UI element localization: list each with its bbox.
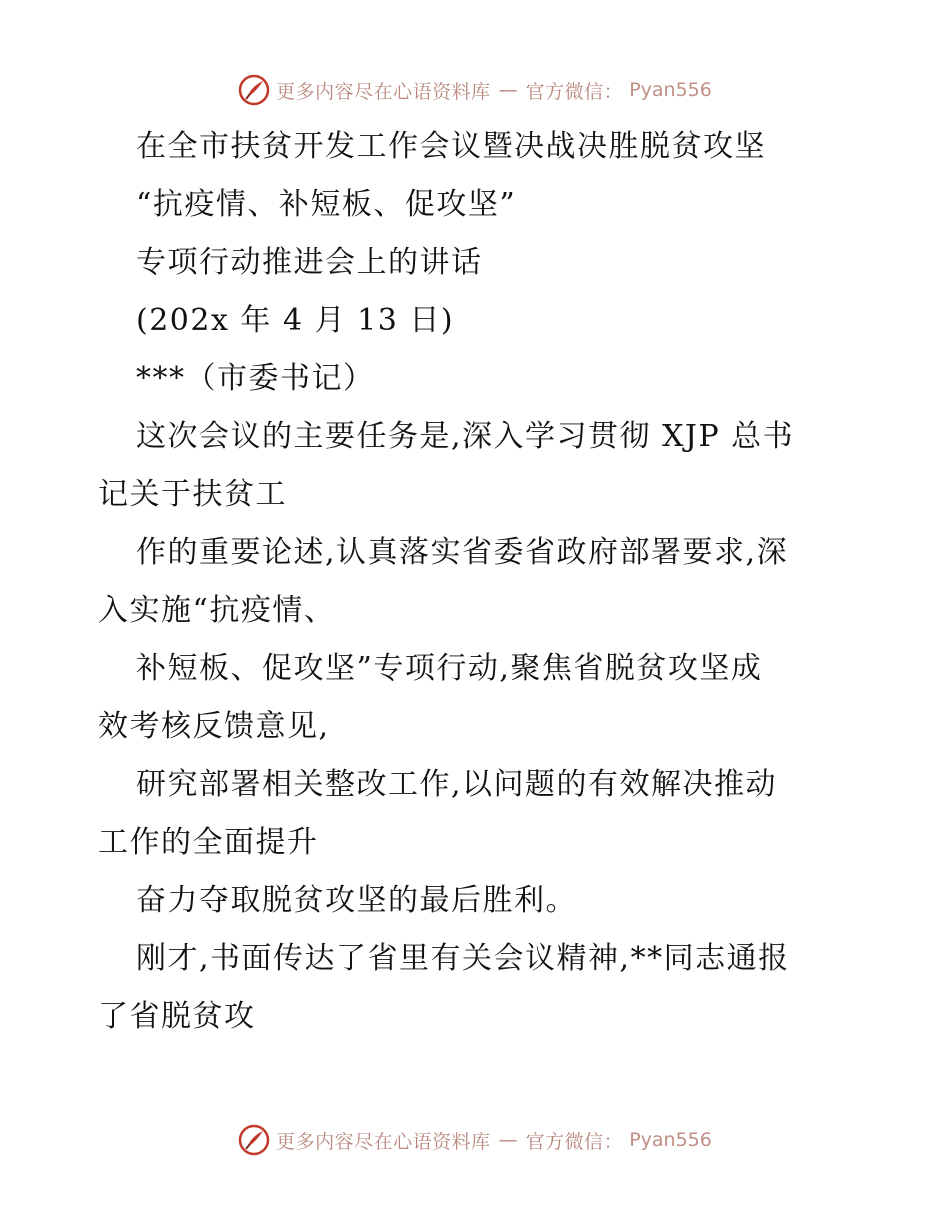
document-line: “抗疫情、补短板、促攻坚” (136, 187, 517, 222)
document-line: (202x 年 4 月 13 日) (136, 303, 455, 338)
watermark-wechat-label: 官方微信： (525, 80, 624, 103)
document-line: 效考核反馈意见, (98, 709, 330, 744)
document-line: 了省脱贫攻 (98, 999, 256, 1034)
document-line: 记关于扶贫工 (98, 477, 287, 512)
document-line: 这次会议的主要任务是,深入学习贯彻 XJP 总书 (136, 419, 795, 454)
document-line: 补短板、促攻坚”专项行动,聚焦省脱贫攻坚成 (136, 651, 763, 686)
document-line: 专项行动推进会上的讲话 (136, 245, 483, 280)
watermark-wechat-label: 官方微信： (525, 1130, 624, 1153)
feather-quill-icon (238, 1124, 270, 1156)
document-line: 奋力夺取脱贫攻坚的最后胜利。 (136, 883, 577, 918)
document-line: 研究部署相关整改工作,以问题的有效解决推动 (136, 767, 778, 802)
document-line: 刚才,书面传达了省里有关会议精神,**同志通报 (136, 941, 790, 976)
watermark-text: 更多内容尽在心语资料库 (276, 1130, 491, 1153)
watermark-text: 更多内容尽在心语资料库 (276, 80, 491, 103)
watermark-separator: — (498, 1129, 518, 1151)
feather-quill-icon (238, 74, 270, 106)
document-line: 工作的全面提升 (98, 825, 319, 860)
header-watermark (0, 70, 950, 110)
watermark-wechat-id: Pyan556 (629, 1129, 712, 1151)
document-line: 在全市扶贫开发工作会议暨决战决胜脱贫攻坚 (136, 129, 766, 164)
document-line: 入实施“抗疫情、 (98, 593, 336, 628)
document-line: 作的重要论述,认真落实省委省政府部署要求,深 (136, 535, 789, 570)
watermark-separator: — (498, 79, 518, 101)
document-body (98, 118, 858, 1046)
document-line: ***（市委书记） (136, 361, 375, 396)
watermark-wechat-id: Pyan556 (629, 79, 712, 101)
footer-watermark (0, 1120, 950, 1160)
